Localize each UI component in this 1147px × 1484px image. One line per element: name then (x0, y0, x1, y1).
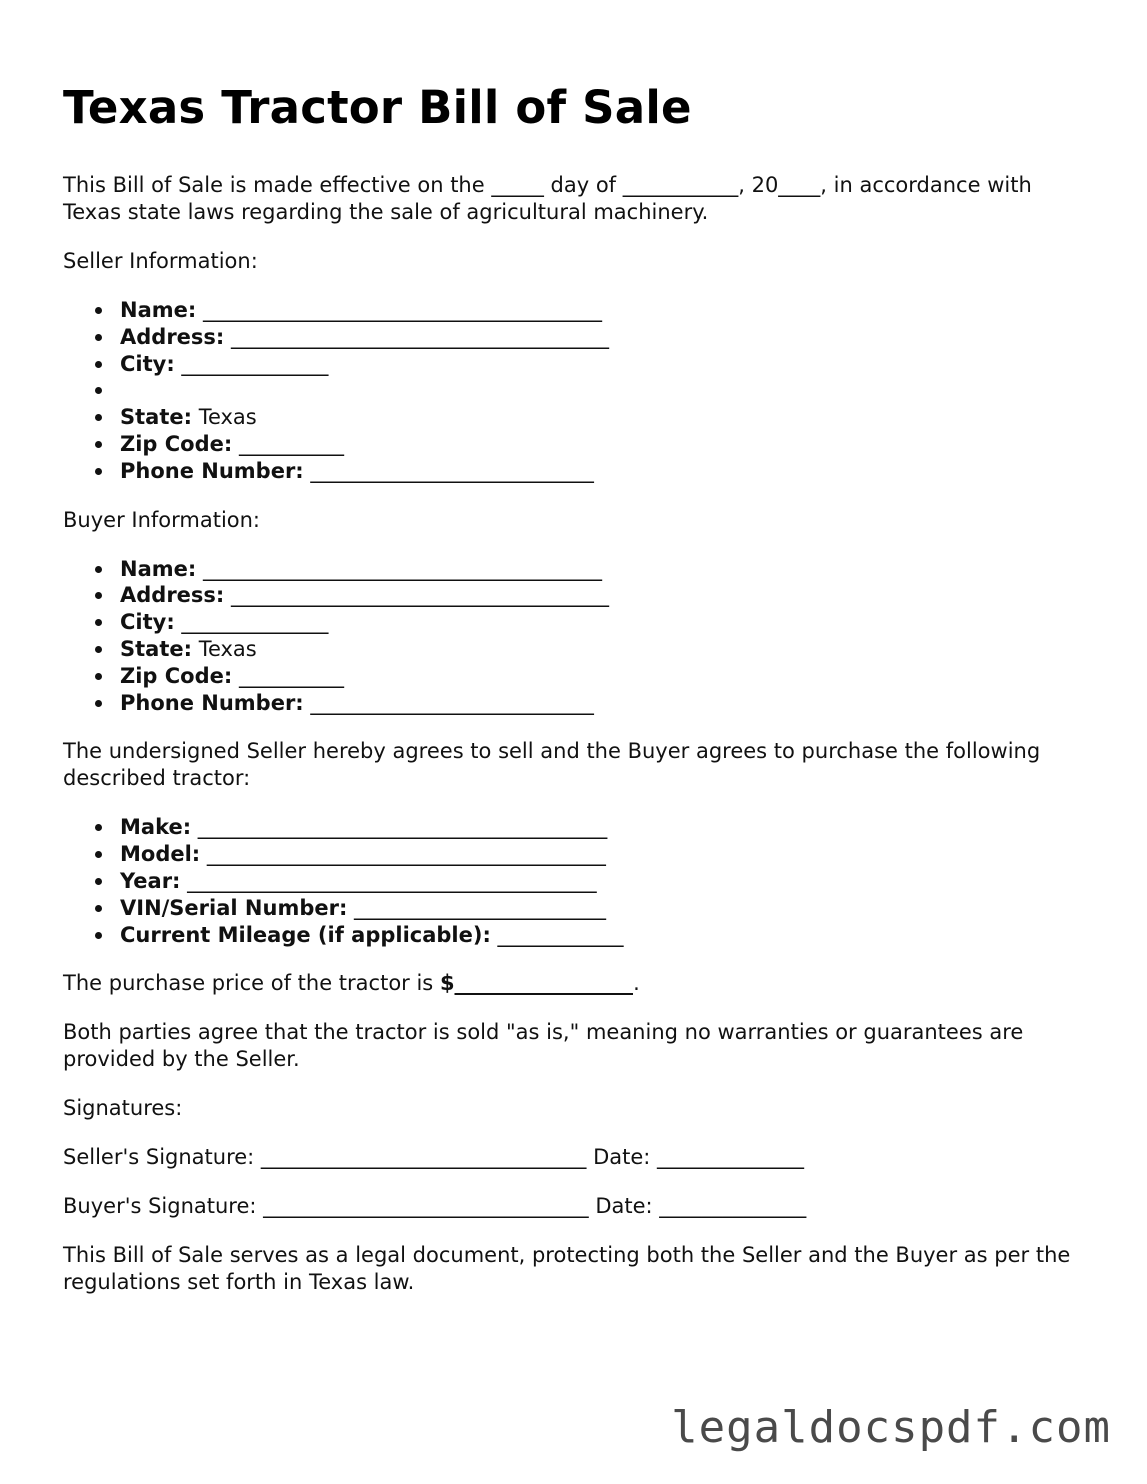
seller-empty-item (120, 377, 1073, 404)
closing-paragraph: This Bill of Sale serves as a legal document, protecting both the Seller and the Buyer as per the regulations set forth in Texas law. (63, 1243, 1071, 1295)
seller-phone-item (120, 458, 1073, 485)
price-suffix: . (633, 971, 640, 996)
tractor-mileage-item (120, 922, 1073, 949)
field-blank: _______________________________________ (191, 815, 608, 840)
field-label: VIN/Serial Number: (120, 895, 348, 920)
watermark-text: legaldocspdf.com (671, 1402, 1111, 1453)
document-title: Texas Tractor Bill of Sale (63, 81, 692, 134)
field-blank: ________________________ (347, 895, 607, 920)
tractor-model-item (120, 841, 1073, 868)
field-blank: _______________________________________ (180, 868, 597, 893)
field-label: Current Mileage (if applicable): (120, 922, 491, 947)
field-blank: ____________ (490, 922, 624, 947)
seller-address-item (120, 324, 1073, 351)
field-label: Zip Code: (120, 663, 233, 688)
tractor-list (63, 814, 1073, 948)
field-blank: ____________________________________ (224, 324, 610, 349)
seller-heading: Seller Information: (63, 249, 258, 273)
field-label: State: (120, 636, 193, 661)
field-label: City: (120, 610, 175, 635)
field-label: Name: (120, 298, 197, 322)
field-label: Address: (120, 324, 225, 349)
as-is-paragraph: Both parties agree that the tractor is sold "as is," meaning no warranties or guarantees are provided by the Seller. (63, 1020, 1024, 1072)
field-blank: ______________ (174, 351, 329, 376)
buyer-name-item (120, 556, 1073, 583)
buyer-list (63, 556, 1073, 717)
seller-city-item (120, 351, 1073, 378)
buyer-address-item (120, 582, 1073, 609)
field-value: Texas (192, 636, 257, 661)
field-blank: ______________________________________ (196, 556, 602, 581)
field-blank: ______________________________________ (196, 298, 602, 322)
agreement-paragraph: The undersigned Seller hereby agrees to sell and the Buyer agrees to purchase the following described tractor: (63, 739, 1041, 791)
field-label: Name: (120, 556, 197, 581)
buyer-phone-item (120, 690, 1073, 717)
field-label: State: (120, 405, 193, 430)
field-label: Year: (120, 868, 181, 893)
field-blank: __________ (232, 431, 344, 456)
tractor-year-item (120, 868, 1073, 895)
field-label: Zip Code: (120, 431, 233, 456)
seller-signature-line: Seller's Signature: _______________________________ Date: ______________ (63, 1145, 805, 1170)
field-label: Model: (120, 842, 201, 867)
document-page (63, 78, 1073, 1318)
buyer-state-item (120, 636, 1073, 663)
field-label: Make: (120, 815, 192, 840)
field-label: Phone Number: (120, 690, 304, 715)
price-amount: $_________________ (439, 971, 634, 996)
field-blank: ___________________________ (303, 458, 594, 483)
field-blank: __________ (232, 663, 344, 688)
field-label: City: (120, 351, 175, 376)
field-blank: ___________________________ (303, 690, 594, 715)
buyer-zip-item (120, 663, 1073, 690)
field-blank: ______________ (174, 610, 329, 635)
signatures-heading: Signatures: (63, 1096, 183, 1121)
field-blank: ____________________________________ (224, 583, 610, 608)
seller-zip-item (120, 431, 1073, 458)
tractor-make-item (120, 814, 1073, 841)
seller-state-item (120, 404, 1073, 431)
field-label: Phone Number: (120, 458, 304, 483)
buyer-heading: Buyer Information: (63, 507, 261, 532)
tractor-vin-item (120, 895, 1073, 922)
field-label: Address: (120, 583, 225, 608)
buyer-signature-line: Buyer's Signature: _______________________________ Date: ______________ (63, 1194, 807, 1219)
seller-list (63, 297, 1073, 485)
seller-name-item (120, 297, 1073, 324)
field-value: Texas (192, 405, 257, 430)
buyer-city-item (120, 609, 1073, 636)
field-blank: ______________________________________ (200, 842, 606, 867)
intro-paragraph: This Bill of Sale is made effective on the _____ day of ___________, 20____, in accordance with Texas state laws regarding the sale of agricultural machinery. (63, 173, 1032, 224)
price-paragraph (63, 970, 1073, 997)
price-prefix: The purchase price of the tractor is (63, 971, 440, 996)
